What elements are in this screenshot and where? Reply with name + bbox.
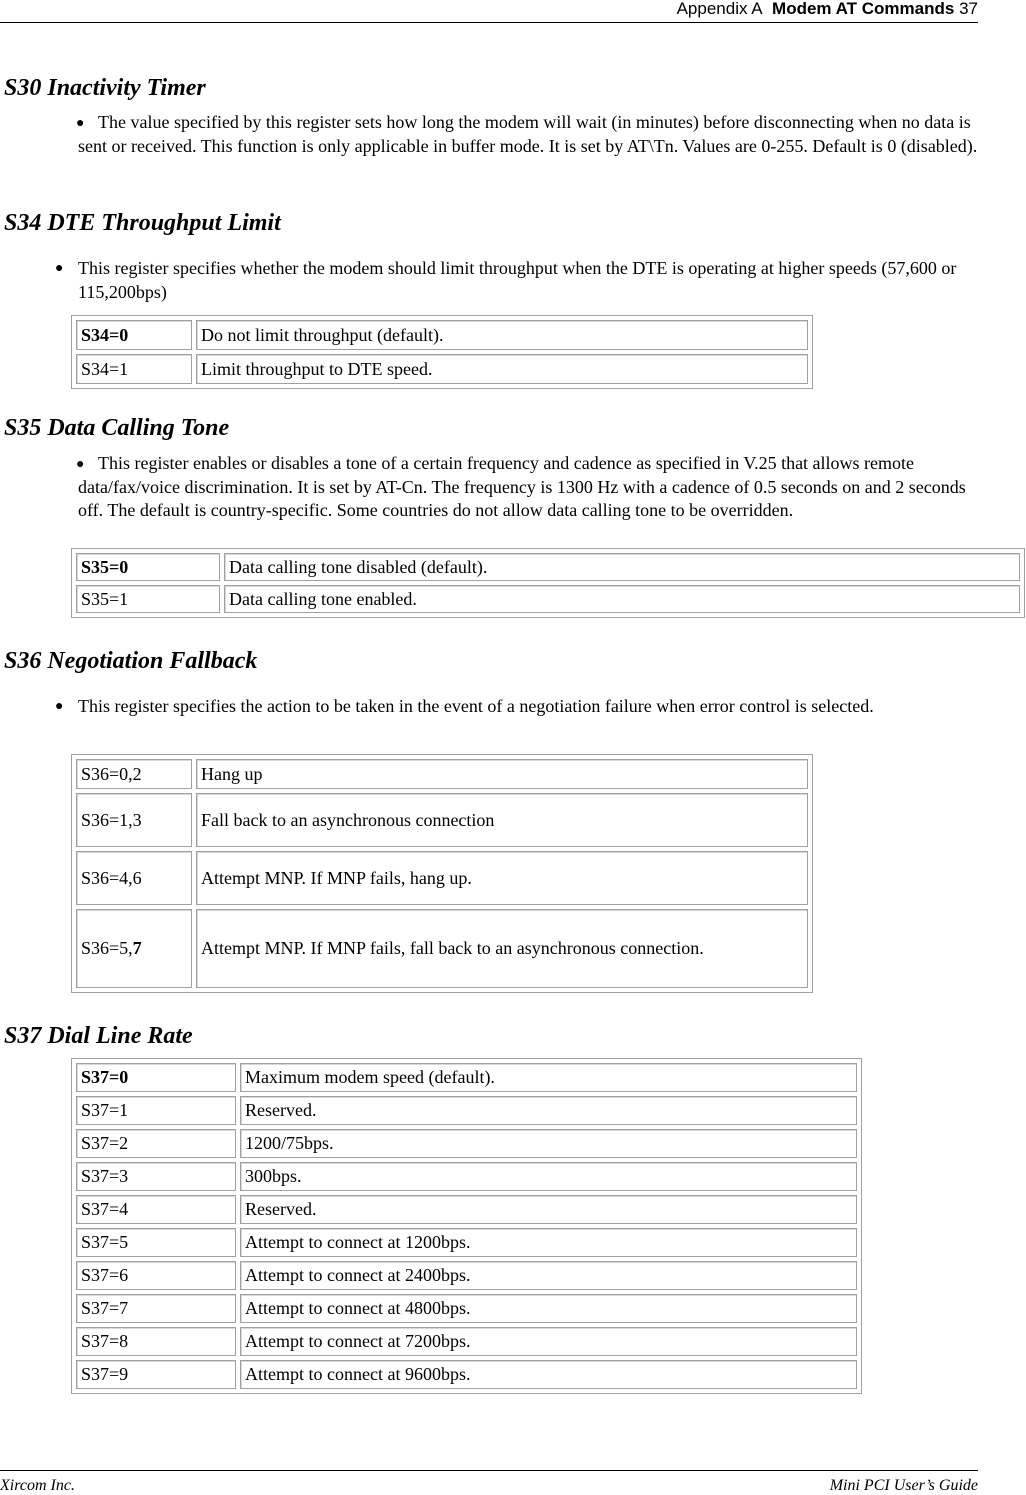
register-desc: Reserved. <box>240 1195 857 1224</box>
table-row <box>76 1228 857 1257</box>
register-code: S37=2 <box>76 1129 236 1158</box>
s30-text <box>78 111 978 158</box>
table-row <box>76 1261 857 1290</box>
register-code: S37=6 <box>76 1261 236 1290</box>
s34-text: This register specifies whether the modem should limit throughput when the DTE is operating at higher speeds (57,600 or 115,200bps) <box>78 258 957 302</box>
register-desc: 1200/75bps. <box>240 1129 857 1158</box>
register-code: S37=5 <box>76 1228 236 1257</box>
table-row <box>76 1063 857 1092</box>
bullet-icon: ● <box>55 699 64 714</box>
s37-heading: S37 Dial Line Rate <box>4 1023 193 1049</box>
register-code: S35=0 <box>76 553 220 581</box>
register-desc: Limit throughput to DTE speed. <box>196 354 808 384</box>
register-desc: Attempt to connect at 1200bps. <box>240 1228 857 1257</box>
table-row <box>76 1129 857 1158</box>
register-code: S37=4 <box>76 1195 236 1224</box>
register-code <box>76 909 192 988</box>
register-desc: Maximum modem speed (default). <box>240 1063 857 1092</box>
page-number: 37 <box>959 0 978 18</box>
bullet-icon: ● <box>55 261 64 276</box>
register-code: S35=1 <box>76 585 220 613</box>
register-desc: Attempt MNP. If MNP fails, hang up. <box>196 851 808 905</box>
s36-text: This register specifies the action to be taken in the event of a negotiation failure when error control is selected. <box>78 696 874 716</box>
register-desc: Do not limit throughput (default). <box>196 320 808 350</box>
table-row <box>76 585 1020 613</box>
register-desc: Attempt to connect at 9600bps. <box>240 1360 857 1389</box>
register-desc: 300bps. <box>240 1162 857 1191</box>
s35-text-content: This register enables or disables a tone of a certain frequency and cadence as specified in V.25 that allows remote data/fax/voice discrimination. It is set by AT-Cn. The frequency is 1300 Hz with a cadence of 0.5 seconds on and 2 seconds off. The default is country-specific. Some countries do not allow data calling tone to be overridden. <box>78 453 966 520</box>
table-row <box>76 1360 857 1389</box>
s34-table <box>71 315 813 389</box>
s30-text-content: The value specified by this register sets how long the modem will wait (in minutes) before disconnecting when no data is sent or received. This function is only applicable in buffer mode. It is set by AT\Tn. Values are 0-255. Default is 0 (disabled). <box>78 112 978 156</box>
register-code: S36=0,2 <box>76 759 192 789</box>
register-desc: Attempt MNP. If MNP fails, fall back to an asynchronous connection. <box>196 909 808 988</box>
table-row <box>76 909 808 988</box>
table-row <box>76 354 808 384</box>
s30-heading: S30 Inactivity Timer <box>4 75 206 101</box>
table-row <box>76 1195 857 1224</box>
table-row <box>76 793 808 847</box>
header-prefix: Appendix A <box>676 0 763 18</box>
register-desc: Attempt to connect at 7200bps. <box>240 1327 857 1356</box>
header-title: Modem AT Commands <box>772 0 955 18</box>
register-code-suffix: 7 <box>132 938 142 958</box>
register-desc: Attempt to connect at 4800bps. <box>240 1294 857 1323</box>
page-footer <box>0 1470 978 1495</box>
table-row <box>76 1294 857 1323</box>
register-code: S37=0 <box>76 1063 236 1092</box>
table-row <box>76 1327 857 1356</box>
s34-heading: S34 DTE Throughput Limit <box>4 210 281 236</box>
s35-table <box>71 548 1025 618</box>
register-code: S37=8 <box>76 1327 236 1356</box>
register-code-prefix: S36=5, <box>81 938 133 958</box>
table-row <box>76 1096 857 1125</box>
table-row <box>76 320 808 350</box>
s36-table <box>71 754 813 993</box>
register-code: S37=3 <box>76 1162 236 1191</box>
register-desc: Fall back to an asynchronous connection <box>196 793 808 847</box>
table-row <box>76 759 808 789</box>
table-row <box>76 553 1020 581</box>
bullet-icon: ● <box>76 116 85 131</box>
table-row <box>76 851 808 905</box>
register-code: S37=9 <box>76 1360 236 1389</box>
register-desc: Attempt to connect at 2400bps. <box>240 1261 857 1290</box>
bullet-icon: ● <box>76 457 85 472</box>
register-code: S37=1 <box>76 1096 236 1125</box>
register-desc: Data calling tone enabled. <box>224 585 1020 613</box>
register-desc: Reserved. <box>240 1096 857 1125</box>
footer-company: Xircom Inc. <box>0 1477 75 1494</box>
register-code: S37=7 <box>76 1294 236 1323</box>
register-code: S36=1,3 <box>76 793 192 847</box>
register-code: S34=0 <box>76 320 192 350</box>
footer-guide-title: Mini PCI User’s Guide <box>829 1477 978 1494</box>
register-desc: Hang up <box>196 759 808 789</box>
page-header <box>0 0 978 23</box>
register-desc: Data calling tone disabled (default). <box>224 553 1020 581</box>
register-code: S36=4,6 <box>76 851 192 905</box>
s35-heading: S35 Data Calling Tone <box>4 415 230 441</box>
table-row <box>76 1162 857 1191</box>
s37-table <box>71 1058 862 1394</box>
s35-text <box>78 452 978 523</box>
s36-heading: S36 Negotiation Fallback <box>4 648 258 674</box>
register-code: S34=1 <box>76 354 192 384</box>
